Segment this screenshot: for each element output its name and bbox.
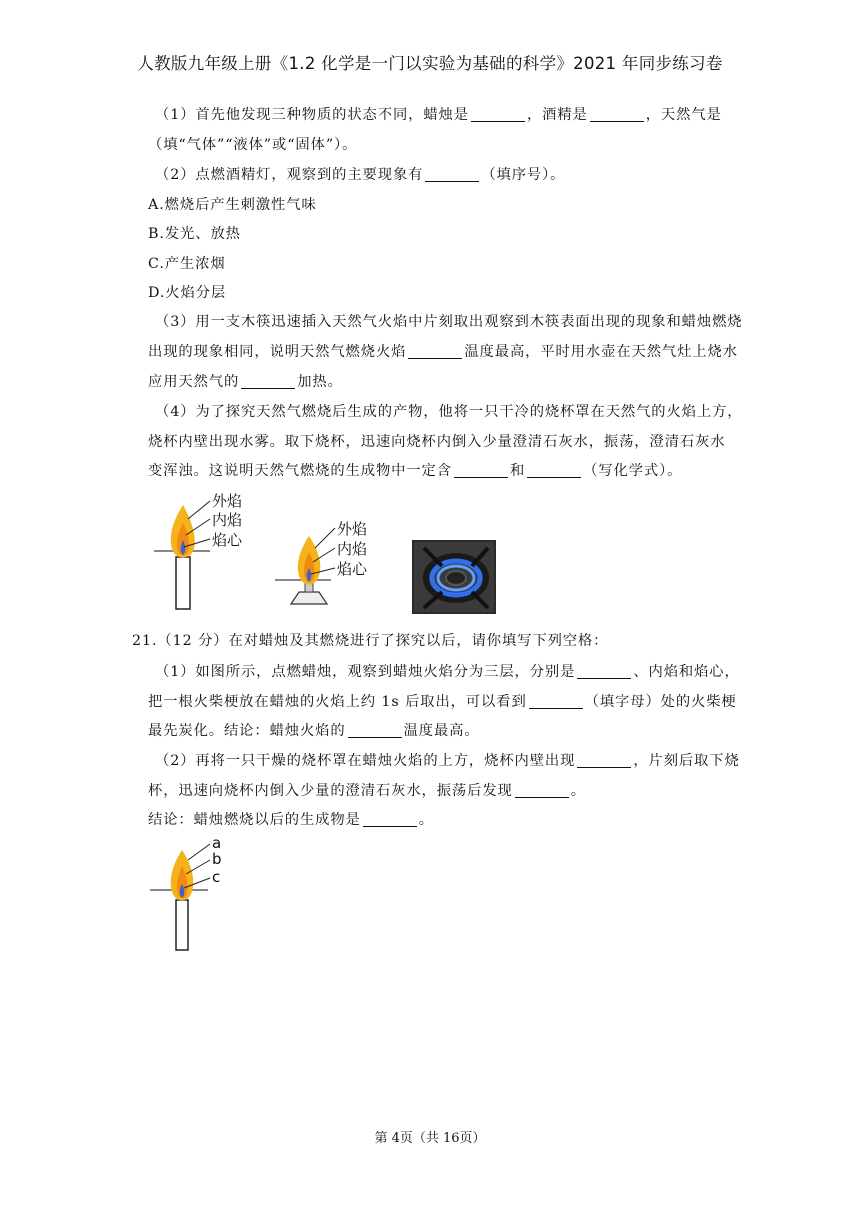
answer-blank[interactable] [515, 782, 569, 798]
q20-part4-cont: 烧杯内壁出现水雾。取下烧杯，迅速向烧杯内倒入少量澄清石灰水，振荡，澄清石灰水 [148, 434, 726, 450]
label-inner-flame: 内焰 [212, 511, 243, 529]
q21-p2-text: 。 [570, 783, 586, 799]
q21-p1-text: （1）如图所示，点燃蜡烛，观察到蜡烛火焰分为三层，分别是 [155, 664, 576, 680]
label-inner-flame: 内焰 [337, 540, 368, 558]
candle-abc-figure [148, 832, 238, 952]
q21-part2 [155, 750, 740, 770]
q20-p2-text: （2）点燃酒精灯，观察到的主要现象有 [155, 167, 424, 183]
label-c: c [212, 868, 221, 886]
gas-stove-photo [412, 540, 496, 614]
q20-part1-cont: （填“气体”“液体”或“固体”）。 [148, 137, 358, 153]
option-a: A.燃烧后产生刺激性气味 [148, 197, 317, 213]
q20-p1-text: （1）首先他发现三种物质的状态不同，蜡烛是 [155, 107, 469, 123]
q21-p2-text: 杯，迅速向烧杯内倒入少量的澄清石灰水，振荡后发现 [148, 783, 513, 799]
q20-part1 [155, 104, 722, 124]
page-header: 人教版九年级上册《1.2 化学是一门以实验为基础的科学》2021 年同步练习卷 [137, 54, 723, 73]
alcohol-lamp-figure [275, 510, 385, 610]
answer-blank[interactable] [348, 722, 402, 738]
q20-part3-cont2 [148, 371, 343, 391]
q20-p2-text: （填序号）。 [481, 167, 566, 183]
q21-p2-text: ，片刻后取下烧 [633, 753, 740, 769]
q21-part2-cont [148, 780, 586, 800]
q20-part4: （4）为了探究天然气燃烧后生成的产物，他将一只干冷的烧杯罩在天然气的火焰上方， [155, 404, 743, 420]
q21-heading: 21.（12 分）在对蜡烛及其燃烧进行了探究以后，请你填写下列空格： [132, 633, 609, 649]
page-footer: 第 4页（共 16页） [374, 1131, 486, 1146]
q21-p2-text: 。 [418, 812, 434, 828]
q20-p3-text: 出现的现象相同，说明天然气燃烧火焰 [148, 344, 407, 360]
answer-blank[interactable] [577, 752, 631, 768]
q20-p3-text: 加热。 [297, 374, 343, 390]
q20-p3-text: 温度最高，平时用水壶在天然气灶上烧水 [464, 344, 738, 360]
label-flame-core: 焰心 [337, 560, 368, 578]
option-d: D.火焰分层 [148, 285, 227, 301]
q21-part1 [155, 661, 740, 681]
answer-blank[interactable] [241, 373, 295, 389]
q20-p4-text: （写化学式）。 [583, 463, 683, 479]
answer-blank[interactable] [425, 166, 479, 182]
label-b: b [212, 850, 222, 868]
lamp-base [291, 592, 327, 604]
q20-p4-text: 变浑浊。这说明天然气燃烧的生成物中一定含 [148, 463, 452, 479]
answer-blank[interactable] [590, 106, 644, 122]
answer-blank[interactable] [363, 811, 417, 827]
q21-p1-text: 把一根火柴梗放在蜡烛的火焰上约 1s 后取出，可以看到 [148, 694, 527, 710]
q20-part2 [155, 164, 565, 184]
answer-blank[interactable] [527, 462, 581, 478]
option-c: C.产生浓烟 [148, 256, 226, 272]
q21-p1-text: 、内焰和焰心， [633, 664, 740, 680]
q21-p1-text: 最先炭化。结论：蜡烛火焰的 [148, 723, 346, 739]
q21-p1-text: （填字母）处的火柴梗 [584, 694, 737, 710]
q21-part1-cont [148, 691, 737, 711]
q21-conclusion [148, 809, 434, 829]
candle-body [176, 900, 188, 950]
label-a: a [212, 834, 222, 852]
q20-p3-text: 应用天然气的 [148, 374, 240, 390]
q20-part4-cont2 [148, 460, 682, 480]
q20-p1-text: ，天然气是 [645, 107, 722, 123]
answer-blank[interactable] [529, 693, 583, 709]
candle-body [176, 557, 190, 609]
q21-part1-cont2 [148, 720, 480, 740]
q20-p4-text: 和 [509, 463, 526, 479]
option-b: B.发光、放热 [148, 226, 241, 242]
answer-blank[interactable] [471, 106, 525, 122]
answer-blank[interactable] [454, 462, 508, 478]
answer-blank[interactable] [577, 663, 631, 679]
label-outer-flame: 外焰 [337, 520, 368, 538]
label-flame-core: 焰心 [212, 531, 243, 549]
q20-part3-cont [148, 341, 738, 361]
answer-blank[interactable] [408, 343, 462, 359]
q21-p2-text: 结论：蜡烛燃烧以后的生成物是 [148, 812, 361, 828]
candle-flame-figure [150, 485, 260, 613]
q20-p1-text: ，酒精是 [526, 107, 588, 123]
label-outer-flame: 外焰 [212, 492, 243, 510]
q21-p1-text: 温度最高。 [403, 723, 480, 739]
q21-p2-text: （2）再将一只干燥的烧杯罩在蜡烛火焰的上方，烧杯内壁出现 [155, 753, 576, 769]
q20-part3: （3）用一支木筷迅速插入天然气火焰中片刻取出观察到木筷表面出现的现象和蜡烛燃烧 [155, 314, 743, 330]
